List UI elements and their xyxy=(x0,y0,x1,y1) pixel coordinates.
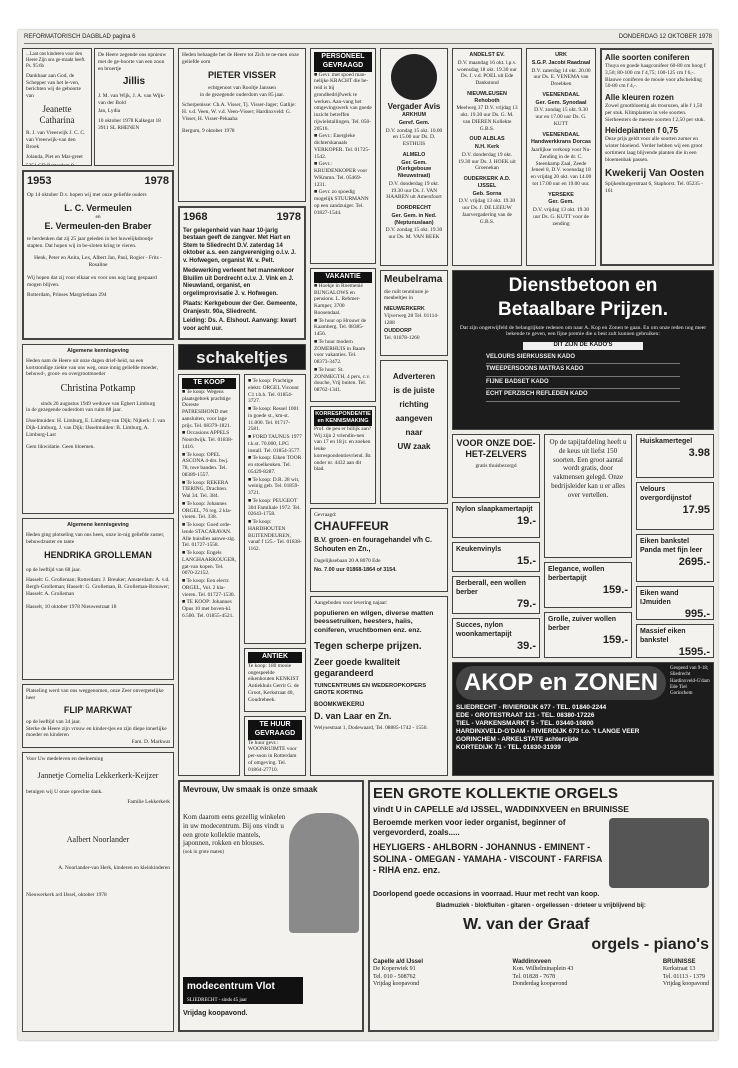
title: CHAUFFEUR xyxy=(314,518,389,533)
age: op de leeftijd van 34 jaar. xyxy=(26,718,81,725)
address: Rotterdam, Prinses Margrietlaan 294 xyxy=(27,292,107,299)
te-koop-list-2 xyxy=(248,378,302,553)
body: te herdenken dat zij 25 jaar geleden in het huwelijksbootje stapten. Dat hopen wij in be-sloten kring te vieren. xyxy=(27,235,153,249)
title: Berberall, een wollen berber xyxy=(456,580,527,596)
address: Vijverweg 28 Tel. 01114-1288 xyxy=(384,312,439,326)
place: Plaats: Kerkgebouw der Ger. Gemeente, Oranjestr. 90a, Sliedrecht. xyxy=(183,301,298,315)
price: 159.- xyxy=(602,633,628,646)
jubilee-announcement xyxy=(178,206,306,340)
title: Meubelrama xyxy=(384,274,443,285)
section-title: PERSONEEL GEVRAAGD xyxy=(314,52,372,72)
church-place: URK xyxy=(555,52,567,58)
church-text: D.V. donderdag 19 okt. 19.30 uur Ds. J. HOEK uit Groenekan xyxy=(458,151,516,172)
church-place: ANDELST EV. xyxy=(469,52,505,58)
offer-tapijtafdeling xyxy=(544,434,632,558)
telephone: No. 7.00 uur 01868-1864 of 3154. xyxy=(314,567,397,573)
akop-logo: AKOP en ZONEN xyxy=(456,666,666,700)
extra: Medewerking verleent het mannenkoor Bluilim uit Dordrecht o.l.v. J. Vink en J. Nieuwland, organist, en orgelimprovisatie J. v. Hofwegen. xyxy=(183,268,295,297)
death-notice-2 xyxy=(22,518,174,680)
akop-address: TIEL - VARKENSMARKT 5 - TEL. 03440-10800 xyxy=(456,720,594,727)
age: in de gezegende ouderdom van ruim 88 jaar. xyxy=(26,407,122,414)
church-place: VEENENDAAL xyxy=(542,131,580,138)
title-1: Dienstbetoon en xyxy=(508,275,658,296)
adverteren-line: is de juiste xyxy=(393,386,435,395)
title-2: Betaalbare Prijzen. xyxy=(497,298,669,320)
title: Elegance, wollen berbertapijt xyxy=(548,566,605,582)
offer-succes xyxy=(452,618,540,658)
church-item xyxy=(384,152,444,201)
section-title: ANTIEK xyxy=(248,652,302,663)
kwekerij-ad xyxy=(600,48,714,266)
title: Mevrouw, Uw smaak is onze smaak xyxy=(183,785,318,794)
akop-address: KORTEDIJK 71 - TEL. 01830-31939 xyxy=(456,744,561,751)
death-notice-1 xyxy=(22,344,174,514)
company: B.V. groen- en fouragehandel v/h C. Schouten en Zn., xyxy=(314,536,432,553)
age: in de gezegende ouderdom van 85 jaar. xyxy=(199,91,285,98)
church-text: D.V. zondag 15 okt. 19.30 uur Ds. M. VAN BEEK xyxy=(385,227,443,240)
title: Succes, nylon woonkamertapijt xyxy=(456,622,512,638)
church-name: Geref. Gem. xyxy=(398,119,430,126)
offer-grolle xyxy=(544,612,632,658)
vakantie-list xyxy=(314,283,372,394)
personeel-section xyxy=(310,48,376,264)
church-item xyxy=(530,192,592,228)
title: VOOR ONZE DOE-HET-ZELVERS xyxy=(456,438,536,460)
gevraagd: Gevraagd: xyxy=(314,512,337,518)
adverteren-line: UW zaak xyxy=(397,442,431,451)
line-1: Tegen scherpe prijzen. xyxy=(314,641,422,653)
text: Heden nam de Heere uit onze dagen drief-heid, na een kortstondige ziekte van ons weg, onze innig geliefde moeder, behuwd-, groot- en overgrootmoeder xyxy=(26,357,159,378)
year-start: 1968 xyxy=(183,211,208,223)
children: Henk, Peter en Anita, Lex, Albert Jan, Paul, Rogier - Frits - Rosaline xyxy=(34,255,162,268)
text: Heden ging plotseling van ons heen, onze in-nig geliefde zuster, behuwdzuster en tante xyxy=(26,531,165,545)
church-place: ARKHUM xyxy=(402,112,426,118)
shop-list xyxy=(373,959,709,989)
section-title: TE HUUR GEVRAAGD xyxy=(248,720,302,740)
kado-item: VELOURS SIERKUSSEN KADO xyxy=(486,352,680,365)
title: Eiken wand IJmuiden xyxy=(640,590,679,606)
text: Op de tapijtafdeling heeft u de keus uit liefst 150 soorten. Een groot aantal wordt gratis, door vakmensen gelegd. Onze bedrijsleider kan u er alles over vertellen. xyxy=(549,438,627,499)
company-name: W. van der Graaf xyxy=(463,915,590,933)
church-name: Handwerkkrans Dorcas xyxy=(531,139,591,146)
church-item xyxy=(530,132,592,188)
deceased-name: HENDRIKA GROLLEMAN xyxy=(44,550,152,561)
title: Eiken bankstel Panda met fijn leer xyxy=(640,538,703,554)
birth-announcement-1 xyxy=(22,48,92,166)
organ-photo xyxy=(609,818,709,888)
te-koop-item: ■ Te koop: Ressel 1001 in goede st., km-st. 11.000. Tel. 01717-2581. xyxy=(248,406,299,433)
header-right: DONDERDAG 12 OKTOBER 1978 xyxy=(618,34,712,40)
church-name: S.G.P. Jacobi Raadzaal xyxy=(531,59,591,66)
shop-item xyxy=(373,959,423,989)
paragraph-2: Zowel grootbloemig als trosrozen, alle f 1,50 per stuk. Klimplanten in vele soorten. Sierheesters de meeste soorten f 2,50 per stuk. xyxy=(605,103,705,123)
church-item xyxy=(384,205,444,241)
offer-massief-eiken xyxy=(636,624,714,658)
adverteren-line: aangeven xyxy=(395,414,433,423)
paragraph-3: Deze prijs geldt voor alle soorten zomer en winter bloeiend. Verder hebben wij een groot sortiment laag blijvende planten die in een bloemenbak passen. xyxy=(605,136,703,163)
shop-telephone: Tel. 01828 - 7678 xyxy=(512,973,556,980)
en: en xyxy=(95,213,101,220)
thanks-text: betuigen wij U onze oprechte dank. xyxy=(26,788,103,795)
title: Voor Uw medeleven en deelneming xyxy=(26,756,104,762)
church-place: YERSEKE xyxy=(548,191,574,198)
name-1: L. C. Vermeulen xyxy=(64,202,132,213)
company-name: Kwekerij Van Oosten xyxy=(605,168,704,180)
church-notices-3 xyxy=(526,48,596,266)
subtitle: vindt U in CAPELLE a/d IJSSEL, WADDINXVEEN en BRUINISSE xyxy=(373,803,629,814)
adverteren-line: Adverteren xyxy=(392,372,436,381)
deceased-name: Christina Potkamp xyxy=(60,383,136,394)
year-end: 1978 xyxy=(276,211,301,223)
address: Bergum, 9 oktober 1978 xyxy=(182,127,235,134)
families: IJsselmuiden: H. Limburg, E. Limburg-van Dijk; Nijkerk: J. van Dijk-Limburg, J. van Dijk; IJsselmuiden: B. Limburg, A. Limburg-Last xyxy=(26,418,166,438)
price: 39.- xyxy=(517,639,536,652)
te-koop-item: ■ Te koop: Eiken TOOR en stoelkeuken. Tel. 05429-8287. xyxy=(248,455,302,475)
closing: Gem likwidatie. Geen bloemen. xyxy=(26,444,95,451)
brands: HEYLIGERS - AHLBORN - JOHANNUS - EMINENT - SOLINA - OMEGAN - YAMAHA - VISCOUNT - FARFISA - RIHA enz. enz. xyxy=(373,842,603,875)
te-koop-column xyxy=(178,374,240,776)
te-koop-item: ■ Te koop: Engels LANGHAARKOUGER, gat-van kopen. Tel. 0070-22152. xyxy=(182,550,237,577)
title: Nylon slaapkamertapijt xyxy=(456,506,533,513)
church-place: OUDERKERK A.D. IJSSEL xyxy=(463,176,511,189)
address: Dagelijksebaan 20 A 8070 Ede xyxy=(314,558,381,565)
price: 19.- xyxy=(517,514,536,527)
note: Wij hopen dat zij voor elkaar en voor ons nog lang gespaard mogen blijven. xyxy=(27,274,157,288)
age: op de leeftijd van 68 jaar. xyxy=(26,566,81,573)
line-4: BOOMKWEKERIJ xyxy=(314,701,365,708)
te-koop-item: ■ Te koop: Wegens plaatsgebrek prachtige Doreste PATRESIHOND met aansluiten, voor lage prijs. Tel. 08379-1821. xyxy=(182,388,232,429)
personeel-item: ■ Gevr. zo spoedig mogelijk STUURMANN op een zandzuiger. Tel. 01827-1544. xyxy=(314,189,369,216)
offer-velours xyxy=(636,482,714,530)
title: Keukenvinyls xyxy=(456,546,502,553)
church-place: DORDRECHT xyxy=(396,205,432,211)
adverteren-list xyxy=(384,372,444,452)
te-koop-item: ■ FORD TAUNUS 1977 t.k.st. 70.000, LPG install. Tel. 01854-3577. xyxy=(248,434,302,454)
kado-label: DIT ZIJN DE KADO'S xyxy=(523,342,643,350)
kado-banner xyxy=(452,270,714,430)
vakantie-section xyxy=(310,268,376,402)
quote: ...Laat ons kinderen voor den Heere Zijn ons ge-maakt heeft. Ps. 95:6b xyxy=(26,52,86,69)
text: De Heere zegende ons opnieuw met de ge-boorte van een zoon en broertje xyxy=(98,52,167,72)
section-title: TE KOOP xyxy=(182,378,236,389)
antiek-section xyxy=(244,648,306,712)
shop-koopavond: Donderdag koopavond xyxy=(512,981,568,988)
akop-address: HARDINXVELD-G'DAM - RIVIERDIJK 673 t.o. 't LANGE VEER xyxy=(456,728,640,735)
shop-item xyxy=(513,959,574,989)
akop-banner xyxy=(452,662,714,776)
address xyxy=(26,163,88,166)
title: Velours overgordijnstof xyxy=(640,486,692,502)
price: 15.- xyxy=(517,554,536,567)
intro: Aangeboden voor levering najaar: xyxy=(314,600,388,606)
church-text: Jaarlijkse verkoop voor Nu-Zending in de dr. C. Steenkamp Zaal, Zeede Jeneel 8, D.V. woensdag 18 en vrijdag 20 okt. van 14.00 tot 17.00 uur en 19.00 uur. xyxy=(530,147,592,187)
te-koop-list xyxy=(182,389,236,620)
year-end: 1978 xyxy=(144,175,169,187)
te-koop-item: ■ Te koop: PEUGEOT 304 Familiale 1972. Tel. 02643-1758. xyxy=(248,497,301,518)
title: Algemene kennisgeving xyxy=(67,522,129,528)
text: Kom daarom eens gezellig winkelen in uw modecentrum. Bij ons vindt u een grote kollektie mantels, japonnen, rokken en blouses. xyxy=(183,813,286,848)
logo-sub: SLIEDRECHT - sinds 45 jaar xyxy=(183,998,303,1004)
shop-item xyxy=(663,959,709,989)
personeel-item: ■ Gevr.: KRUIDENKOPER voor WKmmn. Tel. 05469-1231. xyxy=(314,161,368,188)
family: Familie Lekkerkerk xyxy=(127,798,170,805)
subtitle: Dat zijn ongetwijfeld de belangrijkste redenen om naar A. Kop en Zonen te gaan. En om onze reden nog meer bekende te geven, een fijne premie die u best zult kunnen gebruiken: xyxy=(459,324,707,338)
extra: Bladmuziek - blokfluiten - gitaren - orgellessen - drieteer u vrijblijvend bij: xyxy=(436,903,646,910)
note: Doorlopend goede occasions in voorraad. Huur met recht van koop. xyxy=(373,891,600,899)
kado-item: TWEEPERSOONS MATRAS KADO xyxy=(486,364,680,377)
text: Beroemde merken voor ieder organist, beginner of vergevorderd, zoals..... xyxy=(373,818,566,838)
deceased-name: FLIP MARKWAT xyxy=(63,704,133,715)
price: 79.- xyxy=(517,597,536,610)
shop-place: Capelle a/d IJssel xyxy=(373,958,424,965)
te-koop-item: ■ Te koop: HARDHOUTEN BUITENDEUREN, vanaf f 125.- Tel. 01838-1162. xyxy=(248,519,302,552)
offer-keukenvinyls xyxy=(452,542,540,572)
title: Grolle, zuiver wollen berber xyxy=(548,616,617,632)
offer-nylon xyxy=(452,502,540,538)
te-koop-item: ■ Te koop: OPEL ASCONA 4-drs. bwj. 78, nwe banden. Tel. 08389-1557. xyxy=(182,451,229,478)
church-notices-1 xyxy=(380,48,448,266)
name-2: E. Vermeulen-den Braber xyxy=(44,220,152,231)
antiek-text: Te koop: 180 mooie ongespeelde eikenhouten KENKIST Antiekhuis Gerrit G. de Groot, Kerkstraat 40, Goudrebeek. xyxy=(248,662,299,703)
church-name: Ger. Gem. (Kerkgebouw Nieuwstraat) xyxy=(396,159,432,179)
te-koop-item: ■ Te koop: REKERA TIERING, Drachten. Wal 34. Tel. 384. xyxy=(182,479,229,499)
church-text: D.V. maandag 16 okt. l.p.v. woensdag 18 okt. 19.30 uur Ds. J. v.d. POEL uit Ede Dankstond xyxy=(457,59,517,86)
church-text: D.V. zaterdag 14 okt. 20.00 uur Ds. E. VENEMA van Dreebken xyxy=(531,67,591,87)
akop-address: EDE - GROTESTRAAT 121 - TEL. 08380-17226 xyxy=(456,712,595,719)
heading-1: Alle soorten coniferen xyxy=(605,53,690,62)
orgels-ad xyxy=(368,780,714,1032)
church-list-2 xyxy=(456,52,518,225)
church-text: D.V. donderdag 19 okt. 19.30 uur Ds. J. VAN HAAREN uit Amersfoort xyxy=(386,180,442,201)
personeel-item: ■ Gevr. met spoed man-nelijke KRACHT die be-reid is bij grondbedrijfwerk te werken. Aan-vang het omgevingswerk van goede inzicht betreffen rijwielstallingen. Tel. 050-20516. xyxy=(314,71,372,132)
section-title: KORRESPONDENTIE en KENNISMAKING xyxy=(315,411,371,424)
parents: J. M. van Wijk, J. A. van Wijk-van der Bold xyxy=(98,92,166,106)
te-koop-item: ■ Te koop: Prachtige elektr. ORGEL Vicount C1 t.b.h. Tel. 01854-3727. xyxy=(248,378,299,405)
personeel-item: ■ Gevr.: Energieke dichterskanaals VERKOPER. Tel. 01725-1542. xyxy=(314,133,370,160)
church-place: OUD ALBLAS xyxy=(469,136,505,143)
church-place: NIEUWLEUSEN Rehoboth xyxy=(467,90,507,104)
church-name: Ger. Gem. xyxy=(548,199,574,206)
heading-3: Heidepianten f 0,75 xyxy=(605,126,678,136)
company-name: D. van Laar en Zn. xyxy=(314,711,392,722)
title: Massief eiken bankstel xyxy=(640,628,686,644)
anniversary-announcement xyxy=(22,170,174,340)
akop-address: GORINCHEM - ARKELSTATE achterzijde xyxy=(456,736,579,743)
church-list-1 xyxy=(384,112,444,241)
text: Ter gelegenheid van haar 10-jarig bestaan geeft de zangver. Met Hart en Stem te Sliedrecht D.V. zaterdag 14 oktober a.s. een zangvereniging o.l.v. J. v. Hofwegen, organist W. v. Pelt. xyxy=(183,227,296,264)
text: Dankbaar aan God, de Schepper van het le-ven, berichten wij de geboorte van xyxy=(26,72,81,100)
signature: Fam. D. Markwat xyxy=(131,739,170,745)
note: (ook in grote maten) xyxy=(183,850,224,855)
church-name: Ger. Gem. in Ned. (Neptunuslaan) xyxy=(391,212,437,226)
vakantie-item: ■ Te huur modern ZOMERHUIS in Baarn voor vakanties. Tel. 08373-3472. xyxy=(314,338,366,365)
vergader-avis-logo xyxy=(391,54,437,100)
address: 10 oktober 1978 Kalkegat 18 3911 SL RHENEN xyxy=(98,118,161,131)
church-place: VEENENDAAL xyxy=(542,91,580,98)
time: Leiding: Ds. A. Elshout. Aanvang: kwart voor acht uur. xyxy=(183,318,297,332)
shop-telephone: Tel. 010 - 508762 xyxy=(373,973,416,980)
te-koop-item: ■ Te koop: Johannes ORGEL, 76 reg. 2 kla-vieren. Tel. 338. xyxy=(182,500,232,521)
shop-place: Waddinxveen xyxy=(512,958,551,965)
modecentrum-ad xyxy=(178,780,364,1032)
subtitle: echtgenoot van Rooltje Janssen xyxy=(208,84,276,91)
logo: modecentrum Vlot xyxy=(183,977,303,998)
church-text: Meelweg 37 D.V. vrijdag 13 okt. 19.30 uur Ds. G. M. van DIEREN Kollekte G.B.S. xyxy=(456,105,518,132)
families: Scherpenisse: Ch.A. Visser, Tj. Visser-Jager; Gatlije: H. v.d. Veen, W. v.d. Veen-Visser; Hardinxveld: G. Visser, H. Visser-Pekaaha xyxy=(182,102,296,122)
church-place: ALMELO xyxy=(402,151,426,158)
price: 1595.- xyxy=(678,645,710,658)
church-notices-2 xyxy=(452,48,522,266)
price: 159.- xyxy=(602,583,628,596)
church-item xyxy=(456,52,518,87)
church-list-3 xyxy=(530,52,592,227)
price: 2695.- xyxy=(678,555,710,568)
te-koop-column-2 xyxy=(244,374,306,644)
van-laar-ad xyxy=(310,596,448,776)
te-koop-item: ■ Te koop: D.R. 28 wit, weinig geb. Tel. 01859-3721. xyxy=(248,476,300,496)
offer-elegance xyxy=(544,562,632,608)
birth-announcement-2 xyxy=(94,48,174,166)
adverteren-line: naar xyxy=(405,428,423,437)
newspaper-page xyxy=(18,30,718,1040)
opening-hours: Geopend van 9-18; Sliedrecht Hardinxveld-G'dam Ede Tiel Gorinchem xyxy=(670,666,710,696)
siblings: Jan, Lydia xyxy=(98,108,121,115)
shop-place: BRUINISSE xyxy=(662,958,696,965)
church-name: Ger. Gem. Synodaal xyxy=(535,99,587,106)
offer-eiken-bankstel-panda xyxy=(636,534,714,582)
title: EEN GROTE KOLLEKTIE ORGELS xyxy=(373,785,619,802)
adverteren-ad xyxy=(380,360,448,504)
company-name-2: orgels - piano's xyxy=(591,935,709,953)
name-1: Jannetje Cornelia Lekkerkerk-Keijzer xyxy=(37,770,159,780)
vakantie-item: ■ Te huur: St. ZONMEGTH, 4 pers, c.v. douche, Vrij buiten. Tel. 08762-1341. xyxy=(314,366,371,393)
address: Spijkenburgerstraat 6, Staphorst. Tel. 05235 - 161 xyxy=(605,180,703,194)
church-text: D.V. vrijdag 13 okt. 19.30 uur Ds. G. KUTT voor de zending xyxy=(532,207,590,227)
price: 995.- xyxy=(684,607,710,620)
correspondentie-section xyxy=(310,406,376,504)
te-koop-item: ■ TE KOOP: Johannes Opus 10 met boven-kl. 6.500. Tel. 01855-4521. xyxy=(182,599,234,619)
personeel-list xyxy=(314,72,372,217)
year-start: 1953 xyxy=(27,175,52,187)
families: Hasselt: G. Grolleman; Rotterdam: J. Breuker; Amsterdam: A. v.d. Bergh-Grolleman; Hasselt: G. Grolleman, B. Grolleman-Brouwer; Hasselt: A. Grolleman xyxy=(26,577,170,597)
akop-address: SLIEDRECHT - RIVIERDIJK 677 - TEL. 01840-2244 xyxy=(456,704,607,711)
church-name: N.H. Kerk xyxy=(474,144,500,150)
offer-doe-het-zelvers xyxy=(452,434,540,498)
church-item xyxy=(384,112,444,148)
te-koop-item: ■ Te koop: Een electr. ORGEL, Vol. 2 kla-vieren. Tel. 01727-1530. xyxy=(182,578,235,598)
line-3: TUINCENTRUMS EN WEDEROPKOPERS GROTE KORTING xyxy=(314,683,427,697)
te-koop-item: ■ Occasions APPELS Noordwijk. Tel. 01838-1416. xyxy=(182,430,233,450)
title: Algemene kennisgeving xyxy=(67,348,129,354)
page-header xyxy=(24,34,712,44)
text: Op 14 oktober D.v. hopen wij met onze geliefde ouders xyxy=(27,191,147,198)
place-2: OUDDORP xyxy=(384,328,412,335)
address-2: Tel. 01878-1260 xyxy=(384,335,420,341)
child-name: Jeanette Catharina xyxy=(39,103,75,126)
kado-item: FIJNE BADSET KADO xyxy=(486,377,680,390)
subtitle: gratis thuisbezorgd xyxy=(475,462,517,469)
vergader-title: Vergader Avis xyxy=(387,102,441,111)
model-photo xyxy=(289,813,359,933)
items: populieren en wilgen, diverse matten beessetruiken, heesters, haiis, coniferen, vruchtbomen enz. enz. xyxy=(314,609,434,634)
church-item xyxy=(456,91,518,133)
subtitle: sinds 26 augustus 1949 weduwe van Egbert Limburg xyxy=(40,400,156,407)
vakantie-item: ■ Hoekje in Roemenië BUNGALOWS en pensions. L. Rebmer-Kamper, 3700 Roosendaal. xyxy=(314,282,363,316)
shop-address: De Koperwiek 91 xyxy=(373,966,416,973)
offer-eiken-wand xyxy=(636,586,714,620)
church-name: Geb. Sorna xyxy=(472,190,502,197)
name-2: Aalbert Noorlander xyxy=(66,835,130,845)
church-item xyxy=(456,176,518,225)
address: Nieuwerkerk a/d IJssel, oktober 1978 xyxy=(26,892,107,898)
text-block xyxy=(183,813,289,933)
church-item xyxy=(530,52,592,88)
shop-koopavond: Vrijdag koopavond xyxy=(373,981,420,988)
chauffeur-ad xyxy=(310,508,448,592)
church-item xyxy=(456,136,518,172)
text: Sterke de Heere zijn vrouw en kinder-tjes en zijn diepe innerlijke moeder en kinderen xyxy=(26,725,167,739)
church-text: D.V. vrijdag 13 okt. 19.30 uur Ds. J. DE LEEUW Jaarvergadering van de G.B.S. xyxy=(458,198,516,225)
shop-telephone: Tel. 01113 - 1379 xyxy=(662,973,705,980)
header-left: REFORMATORISCH DAGBLAD pagina 6 xyxy=(24,34,136,40)
kado-list xyxy=(486,352,680,402)
text: Heden behaagde het de Heere tot Zich te ne-men onze geliefde oom xyxy=(182,52,299,65)
corr-text: Prof. de peu er billijk aan? Wij zijn 2 vriendin-nen van 17 en 18 jr. en zoeken leuke korrespondentievriend. Br. onder nr. 4432 aan dit blad. xyxy=(314,425,372,473)
title: Platseling werd van ons weggenomen, onze Zeer onvergetelijke heer xyxy=(26,688,164,701)
address: Welysestraat 1, Dodewaard, Tel. 08885-1742 - 1550. xyxy=(314,725,428,732)
schakeltjes-header: schakeltjes xyxy=(178,344,306,370)
te-huur-section xyxy=(244,716,306,776)
shop-address: Kerkstraat 13 xyxy=(662,966,696,973)
te-koop-item: ■ Te koop: Goed orde-lende STACARAVAN. Alle huisdies aanwe-zig. Tel. 01727-1558. xyxy=(182,522,236,549)
shop-address: Kon. Wilhelminaplein 43 xyxy=(512,966,574,973)
death-notice-3 xyxy=(22,684,174,748)
siblings: Jolanda, Piet en Mar-greet xyxy=(26,153,83,160)
shop-koopavond: Vrijdag koopavond xyxy=(662,981,709,988)
adverteren-line: richting xyxy=(399,400,429,409)
footer: Vrijdag koopavond. xyxy=(183,1009,248,1017)
offer-berberall xyxy=(452,576,540,614)
text: die ruilt tenminste je meubeltjes in xyxy=(384,288,429,302)
line-2: Zeer goede kwaliteit gegarandeerd xyxy=(314,656,401,678)
deceased-name: PIETER VISSER xyxy=(207,69,277,80)
church-item xyxy=(530,92,592,128)
address: Hasselt, 10 oktober 1978 Nieuwestraat 18 xyxy=(26,603,117,610)
title: Huiskamertegel xyxy=(640,438,693,445)
kado-item: ECHT PERZISCH REFLEDEN KADO xyxy=(486,389,680,402)
price: 3.98 xyxy=(688,446,710,459)
meubelrama-ad xyxy=(380,270,448,356)
section-title: VAKANTIE xyxy=(314,272,372,283)
thanks-notice xyxy=(22,752,174,1032)
church-text: D.V. zondag 15 okt. 9.30 uur en 17.00 uur Ds. G. KUTT xyxy=(534,107,588,127)
death-notice-visser xyxy=(178,48,306,202)
signature: A. Noorlander-van Herk, kinderen en kleinkinderen xyxy=(58,865,170,872)
vakantie-item: ■ Te huur op Hrouwt de Kaamberg. Tel. 08385-1456. xyxy=(314,317,367,337)
offer-huiskamertegel xyxy=(636,434,714,478)
price: 17.95 xyxy=(682,503,710,516)
paragraph-1: Thuya en goede haagconifeer 60-80 cm hoog f 3,50; 80-100 cm f 4,75; 100-125 cm f 6,-. Blauwe coniferen de mooie voor afscheiding 50-80 cm f 4,-. xyxy=(605,63,706,90)
te-huur-text: Te huur gevr.: WOONRUIMTE voor per-soon in Rotterdam of omgeving. Tel. 01864-27710. xyxy=(248,739,297,773)
parents: R. J. van Vreeswijk J. C. C. van Vreeswijk-van den Broek xyxy=(26,130,86,150)
akop-address-list xyxy=(456,704,666,752)
heading-2: Alle kleuren rozen xyxy=(605,93,674,102)
child-name: Jillis xyxy=(122,76,146,88)
church-text: D.V. zondag 15 okt. 10.00 en 15.00 uur Ds. D. ESTHUIS xyxy=(385,127,443,147)
place: NIEUWERKERK xyxy=(384,306,425,312)
